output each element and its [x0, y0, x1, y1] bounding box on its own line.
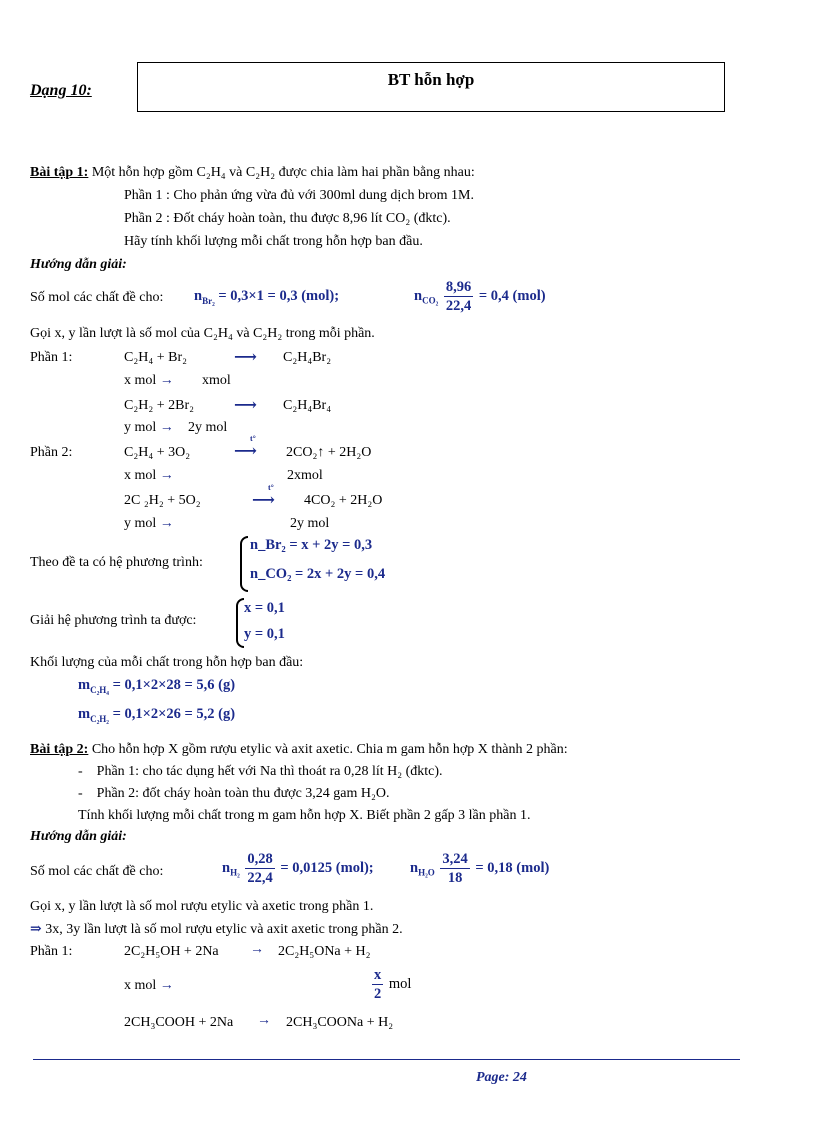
- reaction-6-reactants: 2CH₃COOH + 2Na: [124, 1015, 234, 1030]
- nh2-formula: $n_{H_2}$ $\frac{0,28}{22,4}$ = 0,0125 (mol);: [222, 851, 374, 886]
- ex1-intro-line: [30, 165, 475, 181]
- sol1-p2-label: Phần 2:: [30, 445, 73, 460]
- reaction-5-product: 2C₂H₅ONa + H₂: [278, 944, 371, 959]
- ex1-ask: Hãy tính khối lượng mỗi chất trong hỗn hợp ban đầu.: [124, 234, 423, 249]
- arrow-icon: →: [257, 1013, 271, 1028]
- reaction-5-reactants: 2C₂H₅OH + 2Na: [124, 944, 219, 959]
- reaction-1-reactants: C₂H₄ + Br₂: [124, 350, 187, 365]
- reaction-heat-arrow-icon: ⟶: [234, 443, 257, 460]
- reaction-4-reactants: 2C ₂H₂ + 5O₂: [124, 493, 201, 508]
- solution-brace: [236, 598, 244, 648]
- ex2-bullet-1: - Phần 1: cho tác dụng hết với Na thì thoát ra 0,28 lít H₂ (đktc).: [78, 764, 443, 779]
- reaction-3-product: 2CO₂↑ + 2H₂O: [286, 445, 372, 460]
- footer-divider: [33, 1059, 740, 1060]
- heat-condition: t°: [250, 434, 256, 443]
- page-number: Page: 24: [476, 1070, 527, 1085]
- sol1-mass-text: Khối lượng của mỗi chất trong hỗn hợp ban đầu:: [30, 655, 304, 670]
- ex2-bullet-2: - Phần 2: đốt cháy hoàn toàn thu được 3,24 gam H₂O.: [78, 786, 390, 801]
- arrow-icon: →: [250, 942, 264, 957]
- reaction-4-mol-right: 2y mol: [290, 516, 330, 531]
- heat-condition: t°: [268, 483, 274, 492]
- guide-label-1: Hướng dẫn giải:: [30, 257, 127, 272]
- implies-arrow-icon: ⇒: [30, 922, 42, 937]
- system-brace: [240, 536, 248, 592]
- ex1-part2: Phần 2 : Đốt cháy hoàn toàn, thu được 8,96 lít CO₂ (đktc).: [124, 211, 451, 226]
- guide-label-2: Hướng dẫn giải:: [30, 829, 127, 844]
- arrow-icon: →: [159, 468, 174, 483]
- arrow-icon: →: [159, 516, 174, 531]
- solution-x: x = 0,1: [244, 600, 285, 616]
- reaction-4-product: 4CO₂ + 2H₂O: [304, 493, 383, 508]
- reaction-6-product: 2CH₃COONa + H₂: [286, 1015, 394, 1030]
- sol1-system-text: Theo đề ta có hệ phương trình:: [30, 555, 203, 570]
- ex2-intro: Cho hỗn hợp X gồm rượu etylic và axit axetic. Chia m gam hỗn hợp X thành 2 phần:: [91, 742, 568, 757]
- reaction-arrow-icon: ⟶: [234, 349, 257, 366]
- mass-c2h4: $m_{C_2H_4} = 0,1\times 2\times 28 = 5,6$ (g): [78, 677, 236, 695]
- reaction-arrow-icon: ⟶: [234, 397, 257, 414]
- arrow-icon: →: [159, 373, 174, 388]
- arrow-icon: →: [159, 978, 174, 993]
- nco2-formula: $n_{CO_2}$ $\frac{8,96}{22,4}$ = 0,4 (mol): [414, 279, 546, 314]
- reaction-3-reactants: C₂H₄ + 3O₂: [124, 445, 191, 460]
- ex1-part1: Phần 1 : Cho phản ứng vừa đủ với 300ml dung dịch brom 1M.: [124, 188, 475, 203]
- reaction-5-mol-right: $\frac{x}{2}$ mol: [374, 967, 412, 1002]
- sol2-let-text: Gọi x, y lần lượt là số mol rượu etylic và axetic trong phần 1.: [30, 899, 374, 914]
- arrow-icon: →: [159, 420, 174, 435]
- ex2-ask: Tính khối lượng mỗi chất trong m gam hỗn hợp X. Biết phần 2 gấp 3 lần phần 1.: [78, 808, 531, 823]
- sol1-p1-label: Phần 1:: [30, 350, 73, 365]
- mass-c2h2: $m_{C_2H_2} = 0,1\times 2\times 26 = 5,2$ (g): [78, 706, 236, 724]
- page-title: BT hỗn hợp: [387, 70, 475, 89]
- reaction-1-product: C₂H₄Br₂: [283, 350, 332, 365]
- reaction-heat-arrow-icon: ⟶: [252, 492, 275, 509]
- sol2-implies-line: ⇒ 3x, 3y lần lượt là số mol rượu etylic và axit axetic trong phần 2.: [30, 922, 403, 937]
- reaction-3-mol-left: x mol →: [124, 468, 174, 483]
- sol2-moles-text: Số mol các chất đề cho:: [30, 864, 164, 879]
- reaction-2-mol-right: 2y mol: [188, 420, 228, 435]
- ex2-intro-line: [30, 742, 568, 758]
- reaction-5-mol-left: x mol →: [124, 978, 174, 993]
- sol1-solve-text: Giải hệ phương trình ta được:: [30, 613, 197, 628]
- sol1-let-text: Gọi x, y lần lượt là số mol của C₂H₄ và C₂H₂ trong mỗi phần.: [30, 326, 375, 341]
- reaction-1-mol-left: x mol →: [124, 373, 174, 388]
- sol2-p1-label: Phần 1:: [30, 944, 73, 959]
- reaction-2-mol-left: y mol →: [124, 420, 174, 435]
- system-eq-1: n_Br₂ = x + 2y = 0,3: [250, 537, 373, 553]
- reaction-2-product: C₂H₄Br₄: [283, 398, 332, 413]
- system-eq-2: n_CO₂ = 2x + 2y = 0,4: [250, 566, 386, 582]
- reaction-2-reactants: C₂H₂ + 2Br₂: [124, 398, 194, 413]
- lesson-label: Dạng 10:: [30, 82, 92, 99]
- reaction-3-mol-right: 2xmol: [287, 468, 323, 483]
- reaction-1-mol-right: xmol: [202, 373, 231, 388]
- nbr2-formula: $n_{Br_2} = 0,3\times 1 = 0,3$ (mol);: [194, 288, 340, 306]
- nh2o-formula: $n_{H_2O}$ $\frac{3,24}{18}$ = 0,18 (mol): [410, 851, 550, 886]
- sol1-moles-text: Số mol các chất đề cho:: [30, 290, 164, 305]
- reaction-4-mol-left: y mol →: [124, 516, 174, 531]
- solution-y: y = 0,1: [244, 626, 285, 642]
- ex1-label: Bài tập 1:: [30, 165, 89, 180]
- ex1-intro: Một hỗn hợp gồm C₂H₄ và C₂H₂ được chia làm hai phần bằng nhau:: [91, 165, 475, 180]
- ex2-label: Bài tập 2:: [30, 742, 89, 757]
